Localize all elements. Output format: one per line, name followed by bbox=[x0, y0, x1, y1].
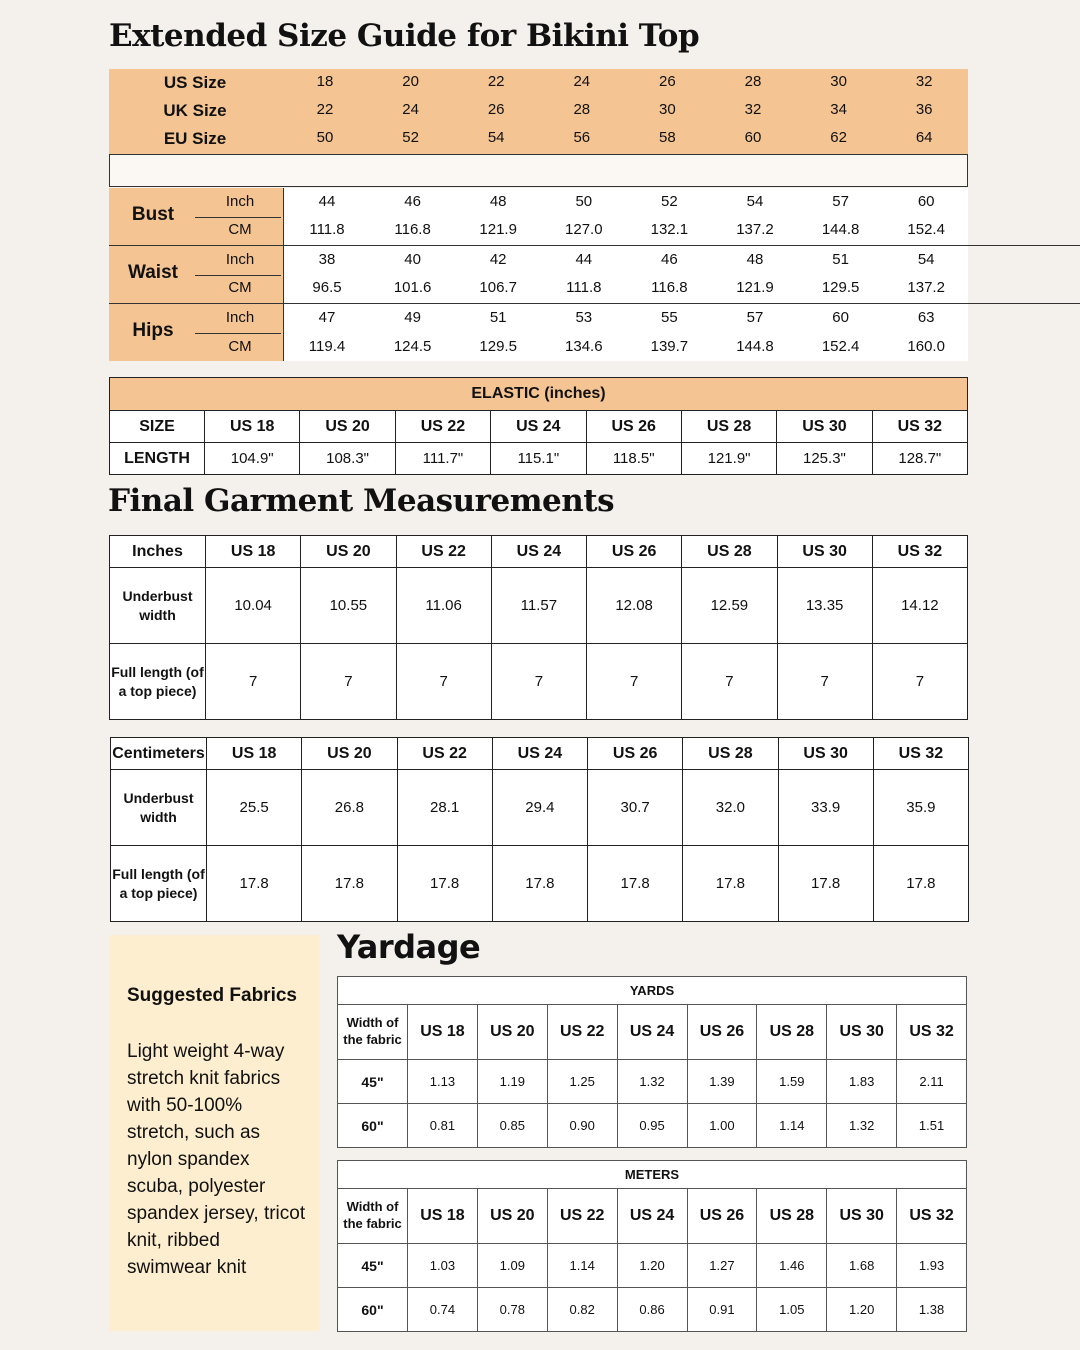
eu-size-label: EU Size bbox=[163, 129, 227, 148]
bust-cm-label: CM bbox=[228, 221, 252, 238]
bust-cm-value: 121.9 bbox=[479, 221, 517, 238]
waist-inch-value: 51 bbox=[832, 251, 849, 268]
bust-inch-label: Inch bbox=[225, 193, 255, 210]
size-column-header: US 20 bbox=[477, 1189, 547, 1244]
elastic-table bbox=[109, 377, 968, 475]
bust-cm-value: 132.1 bbox=[650, 221, 689, 238]
uk-size-value: 26 bbox=[487, 101, 505, 118]
us-size-value: 24 bbox=[573, 73, 591, 90]
measurement-value: 30.7 bbox=[588, 770, 683, 846]
size-column-header: US 22 bbox=[547, 1189, 617, 1244]
yards-value: 1.19 bbox=[477, 1060, 547, 1104]
size-conversion-header bbox=[109, 69, 968, 155]
hips-cm-value: 160.0 bbox=[907, 338, 945, 355]
size-column-header: US 24 bbox=[491, 536, 586, 568]
meters-table bbox=[337, 1160, 967, 1332]
measurement-value: 7 bbox=[872, 644, 967, 720]
meters-title: METERS bbox=[338, 1161, 967, 1189]
waist-cm-value: 129.5 bbox=[821, 279, 860, 296]
size-column-header: US 22 bbox=[396, 536, 491, 568]
measurement-value: 17.8 bbox=[778, 846, 873, 922]
hips-inch-value: 47 bbox=[318, 309, 336, 326]
measurement-value: 7 bbox=[587, 644, 682, 720]
waist-inch-value: 44 bbox=[575, 251, 593, 268]
hips-inch-value: 53 bbox=[575, 309, 593, 326]
size-column-header: US 26 bbox=[687, 1005, 757, 1060]
meters-value: 1.68 bbox=[827, 1244, 897, 1288]
bust-inch-value: 50 bbox=[575, 193, 593, 210]
elastic-length-value: 118.5" bbox=[586, 443, 681, 475]
meters-value: 1.93 bbox=[897, 1244, 967, 1288]
elastic-length-value: 125.3" bbox=[777, 443, 872, 475]
elastic-length-value: 115.1" bbox=[491, 443, 586, 475]
hips-inch-value: 51 bbox=[489, 309, 507, 326]
full-length-label: Full length (of a top piece) bbox=[111, 846, 207, 922]
yards-value: 1.13 bbox=[408, 1060, 478, 1104]
measurement-value: 33.9 bbox=[778, 770, 873, 846]
waist-inch-value: 48 bbox=[746, 251, 764, 268]
hips-inch-value: 55 bbox=[661, 309, 678, 326]
hips-cm-value: 144.8 bbox=[736, 338, 774, 355]
hips-inch-value: 63 bbox=[917, 309, 935, 326]
yards-value: 1.25 bbox=[547, 1060, 617, 1104]
meters-value: 1.14 bbox=[547, 1244, 617, 1288]
bust-inch-value: 54 bbox=[746, 193, 764, 210]
waist-label: Waist bbox=[128, 262, 178, 283]
eu-size-value: 64 bbox=[915, 129, 933, 146]
measurement-value: 26.8 bbox=[302, 770, 397, 846]
elastic-size-header: US 24 bbox=[491, 411, 586, 443]
measurement-value: 12.59 bbox=[682, 568, 777, 644]
fabrics-description: Light weight 4-way stretch knit fabrics with 50-100% stretch, such as nylon spandex scuba, polyester spandex jersey, tricot knit, ribbed swimwear knit bbox=[127, 1041, 306, 1278]
measurement-value: 25.5 bbox=[207, 770, 302, 846]
measurement-value: 7 bbox=[491, 644, 586, 720]
hips-cm-value: 134.6 bbox=[565, 338, 603, 355]
yards-value: 1.32 bbox=[827, 1104, 897, 1148]
elastic-length-value: 111.7" bbox=[395, 443, 490, 475]
elastic-length-label: LENGTH bbox=[110, 443, 205, 475]
size-column-header: US 22 bbox=[397, 738, 492, 770]
elastic-length-value: 104.9" bbox=[205, 443, 300, 475]
hips-cm-value: 152.4 bbox=[821, 338, 860, 355]
width-60-label: 60" bbox=[338, 1104, 408, 1148]
waist-cm-value: 111.8 bbox=[566, 279, 602, 296]
measurement-value: 7 bbox=[206, 644, 301, 720]
eu-size-value: 60 bbox=[744, 129, 762, 146]
hips-cm-value: 124.5 bbox=[393, 338, 432, 355]
size-column-header: US 30 bbox=[778, 738, 873, 770]
bust-cm-value: 144.8 bbox=[821, 221, 860, 238]
bust-cm-value: 111.8 bbox=[309, 221, 345, 238]
yards-value: 1.32 bbox=[617, 1060, 687, 1104]
yards-value: 2.11 bbox=[897, 1060, 967, 1104]
bust-inch-value: 44 bbox=[318, 193, 336, 210]
size-column-header: US 28 bbox=[757, 1189, 827, 1244]
measurement-value: 7 bbox=[682, 644, 777, 720]
measurement-value: 28.1 bbox=[397, 770, 492, 846]
yards-value: 1.59 bbox=[757, 1060, 827, 1104]
yards-value: 1.83 bbox=[827, 1060, 897, 1104]
measurement-value: 17.8 bbox=[492, 846, 587, 922]
full-length-label: Full length (of a top piece) bbox=[110, 644, 206, 720]
hips-cm-value: 119.4 bbox=[308, 338, 346, 355]
size-column-header: US 20 bbox=[301, 536, 396, 568]
elastic-size-header: US 22 bbox=[395, 411, 490, 443]
measurement-value: 7 bbox=[301, 644, 396, 720]
uk-size-value: 28 bbox=[573, 101, 591, 118]
width-60-label: 60" bbox=[338, 1288, 408, 1332]
inches-corner-label: Inches bbox=[110, 536, 206, 568]
width-of-fabric-label: Width of the fabric bbox=[338, 1005, 408, 1060]
meters-value: 0.78 bbox=[477, 1288, 547, 1332]
size-column-header: US 26 bbox=[687, 1189, 757, 1244]
size-column-header: US 20 bbox=[302, 738, 397, 770]
width-45-label: 45" bbox=[338, 1244, 408, 1288]
elastic-size-header: US 18 bbox=[205, 411, 300, 443]
hips-cm-value: 139.7 bbox=[650, 338, 689, 355]
yards-value: 1.51 bbox=[897, 1104, 967, 1148]
us-size-value: 28 bbox=[744, 73, 762, 90]
final-cm-table bbox=[110, 737, 969, 922]
elastic-length-value: 108.3" bbox=[300, 443, 395, 475]
measurement-value: 17.8 bbox=[588, 846, 683, 922]
underbust-width-label: Underbust width bbox=[110, 568, 206, 644]
size-column-header: US 28 bbox=[682, 536, 777, 568]
width-of-fabric-label: Width of the fabric bbox=[338, 1189, 408, 1244]
measurement-labels-panel bbox=[109, 188, 283, 361]
size-column-header: US 18 bbox=[408, 1005, 478, 1060]
size-column-header: US 32 bbox=[897, 1189, 967, 1244]
yards-title: YARDS bbox=[338, 977, 967, 1005]
hips-cm-value: 129.5 bbox=[479, 338, 517, 355]
hips-inch-value: 60 bbox=[832, 309, 849, 326]
size-column-header: US 22 bbox=[547, 1005, 617, 1060]
bust-cm-value: 137.2 bbox=[736, 221, 774, 238]
elastic-size-header: US 30 bbox=[777, 411, 872, 443]
waist-inch-value: 38 bbox=[318, 251, 336, 268]
us-size-label: US Size bbox=[163, 73, 227, 92]
eu-size-value: 58 bbox=[659, 129, 676, 146]
us-size-value: 18 bbox=[316, 73, 334, 90]
meters-value: 1.20 bbox=[827, 1288, 897, 1332]
meters-value: 1.46 bbox=[757, 1244, 827, 1288]
yards-value: 0.90 bbox=[547, 1104, 617, 1148]
elastic-length-value: 121.9" bbox=[681, 443, 776, 475]
yards-value: 0.81 bbox=[408, 1104, 478, 1148]
uk-size-value: 36 bbox=[915, 101, 933, 118]
meters-value: 0.82 bbox=[547, 1288, 617, 1332]
meters-value: 0.74 bbox=[408, 1288, 478, 1332]
eu-size-value: 54 bbox=[487, 129, 505, 146]
bust-inch-value: 57 bbox=[832, 193, 849, 210]
eu-size-value: 56 bbox=[573, 129, 591, 146]
bust-inch-value: 48 bbox=[489, 193, 507, 210]
measurement-value: 7 bbox=[777, 644, 872, 720]
elastic-size-label: SIZE bbox=[110, 411, 205, 443]
measurement-value: 17.8 bbox=[397, 846, 492, 922]
suggested-fabrics-box bbox=[109, 935, 319, 1331]
uk-size-value: 22 bbox=[316, 101, 334, 118]
waist-cm-value: 137.2 bbox=[907, 279, 945, 296]
bust-cm-value: 152.4 bbox=[907, 221, 945, 238]
eu-size-value: 62 bbox=[830, 129, 847, 146]
waist-cm-value: 101.6 bbox=[393, 279, 432, 296]
size-column-header: US 24 bbox=[492, 738, 587, 770]
yards-value: 1.14 bbox=[757, 1104, 827, 1148]
width-45-label: 45" bbox=[338, 1060, 408, 1104]
elastic-size-header: US 26 bbox=[586, 411, 681, 443]
waist-cm-label: CM bbox=[228, 279, 252, 296]
yards-value: 1.00 bbox=[687, 1104, 757, 1148]
meters-value: 1.27 bbox=[687, 1244, 757, 1288]
final-measurements-title: Final Garment Measurements bbox=[108, 483, 615, 519]
page-title: Extended Size Guide for Bikini Top bbox=[109, 18, 700, 54]
bust-inch-value: 46 bbox=[404, 193, 421, 210]
meters-value: 1.05 bbox=[757, 1288, 827, 1332]
measurement-value: 35.9 bbox=[873, 770, 968, 846]
meters-value: 0.91 bbox=[687, 1288, 757, 1332]
meters-value: 1.09 bbox=[477, 1244, 547, 1288]
yards-value: 0.85 bbox=[477, 1104, 547, 1148]
waist-cm-value: 106.7 bbox=[479, 279, 517, 296]
hips-cm-label: CM bbox=[228, 338, 252, 355]
measurement-value: 17.8 bbox=[302, 846, 397, 922]
measurement-value: 7 bbox=[396, 644, 491, 720]
elastic-length-value: 128.7" bbox=[872, 443, 967, 475]
measurement-value: 14.12 bbox=[872, 568, 967, 644]
yards-value: 1.39 bbox=[687, 1060, 757, 1104]
us-size-value: 26 bbox=[659, 73, 676, 90]
hips-label: Hips bbox=[132, 320, 174, 341]
measurement-value: 12.08 bbox=[587, 568, 682, 644]
uk-size-value: 30 bbox=[659, 101, 676, 118]
waist-inch-value: 54 bbox=[917, 251, 935, 268]
waist-inch-value: 40 bbox=[404, 251, 421, 268]
meters-value: 1.38 bbox=[897, 1288, 967, 1332]
waist-inch-value: 42 bbox=[489, 251, 507, 268]
yards-table bbox=[337, 976, 967, 1148]
measurement-value: 17.8 bbox=[207, 846, 302, 922]
measurement-value: 17.8 bbox=[873, 846, 968, 922]
size-column-header: US 18 bbox=[408, 1189, 478, 1244]
size-column-header: US 26 bbox=[587, 536, 682, 568]
size-column-header: US 20 bbox=[477, 1005, 547, 1060]
elastic-title: ELASTIC (inches) bbox=[110, 378, 968, 411]
measurement-value: 13.35 bbox=[777, 568, 872, 644]
elastic-size-header: US 32 bbox=[872, 411, 967, 443]
measurement-value: 10.04 bbox=[206, 568, 301, 644]
size-column-header: US 24 bbox=[617, 1189, 687, 1244]
measurement-value: 11.57 bbox=[491, 568, 586, 644]
size-column-header: US 26 bbox=[588, 738, 683, 770]
measurement-values bbox=[283, 188, 968, 361]
elastic-size-header: US 20 bbox=[300, 411, 395, 443]
bust-label: Bust bbox=[131, 204, 175, 225]
measurement-value: 32.0 bbox=[683, 770, 778, 846]
size-column-header: US 32 bbox=[872, 536, 967, 568]
measurement-value: 11.06 bbox=[396, 568, 491, 644]
us-size-value: 22 bbox=[487, 73, 505, 90]
size-column-header: US 32 bbox=[873, 738, 968, 770]
meters-value: 1.20 bbox=[617, 1244, 687, 1288]
yards-value: 0.95 bbox=[617, 1104, 687, 1148]
uk-size-value: 32 bbox=[744, 101, 762, 118]
meters-value: 1.03 bbox=[408, 1244, 478, 1288]
waist-cm-value: 116.8 bbox=[651, 279, 688, 296]
uk-size-label: UK Size bbox=[163, 101, 227, 120]
hips-inch-value: 57 bbox=[746, 309, 764, 326]
size-column-header: US 28 bbox=[683, 738, 778, 770]
fabrics-heading: Suggested Fabrics bbox=[127, 985, 297, 1006]
us-size-value: 32 bbox=[915, 73, 933, 90]
hips-inch-label: Inch bbox=[225, 309, 255, 326]
final-inches-table bbox=[109, 535, 968, 720]
bust-cm-value: 116.8 bbox=[394, 221, 431, 238]
bust-inch-value: 60 bbox=[917, 193, 935, 210]
measurement-value: 29.4 bbox=[492, 770, 587, 846]
waist-inch-value: 46 bbox=[661, 251, 678, 268]
waist-inch-label: Inch bbox=[225, 251, 255, 268]
meters-value: 0.86 bbox=[617, 1288, 687, 1332]
uk-size-value: 24 bbox=[402, 101, 419, 118]
size-column-header: US 18 bbox=[207, 738, 302, 770]
us-size-value: 30 bbox=[830, 73, 847, 90]
eu-size-value: 52 bbox=[402, 129, 419, 146]
size-column-header: US 28 bbox=[757, 1005, 827, 1060]
eu-size-value: 50 bbox=[316, 129, 334, 146]
size-column-header: US 30 bbox=[827, 1005, 897, 1060]
bust-cm-value: 127.0 bbox=[565, 221, 603, 238]
measurement-value: 17.8 bbox=[683, 846, 778, 922]
bust-inch-value: 52 bbox=[661, 193, 678, 210]
waist-cm-value: 121.9 bbox=[736, 279, 774, 296]
us-size-value: 20 bbox=[402, 73, 419, 90]
yardage-title: Yardage bbox=[337, 928, 481, 966]
size-column-header: US 24 bbox=[617, 1005, 687, 1060]
hips-inch-value: 49 bbox=[404, 309, 421, 326]
centimeters-corner-label: Centimeters bbox=[111, 738, 207, 770]
blank-spacer-row bbox=[109, 154, 968, 187]
size-column-header: US 30 bbox=[827, 1189, 897, 1244]
size-column-header: US 18 bbox=[206, 536, 301, 568]
underbust-width-label: Underbust width bbox=[111, 770, 207, 846]
measurement-value: 10.55 bbox=[301, 568, 396, 644]
size-column-header: US 32 bbox=[897, 1005, 967, 1060]
elastic-size-header: US 28 bbox=[681, 411, 776, 443]
uk-size-value: 34 bbox=[830, 101, 847, 118]
waist-cm-value: 96.5 bbox=[312, 279, 342, 296]
size-column-header: US 30 bbox=[777, 536, 872, 568]
